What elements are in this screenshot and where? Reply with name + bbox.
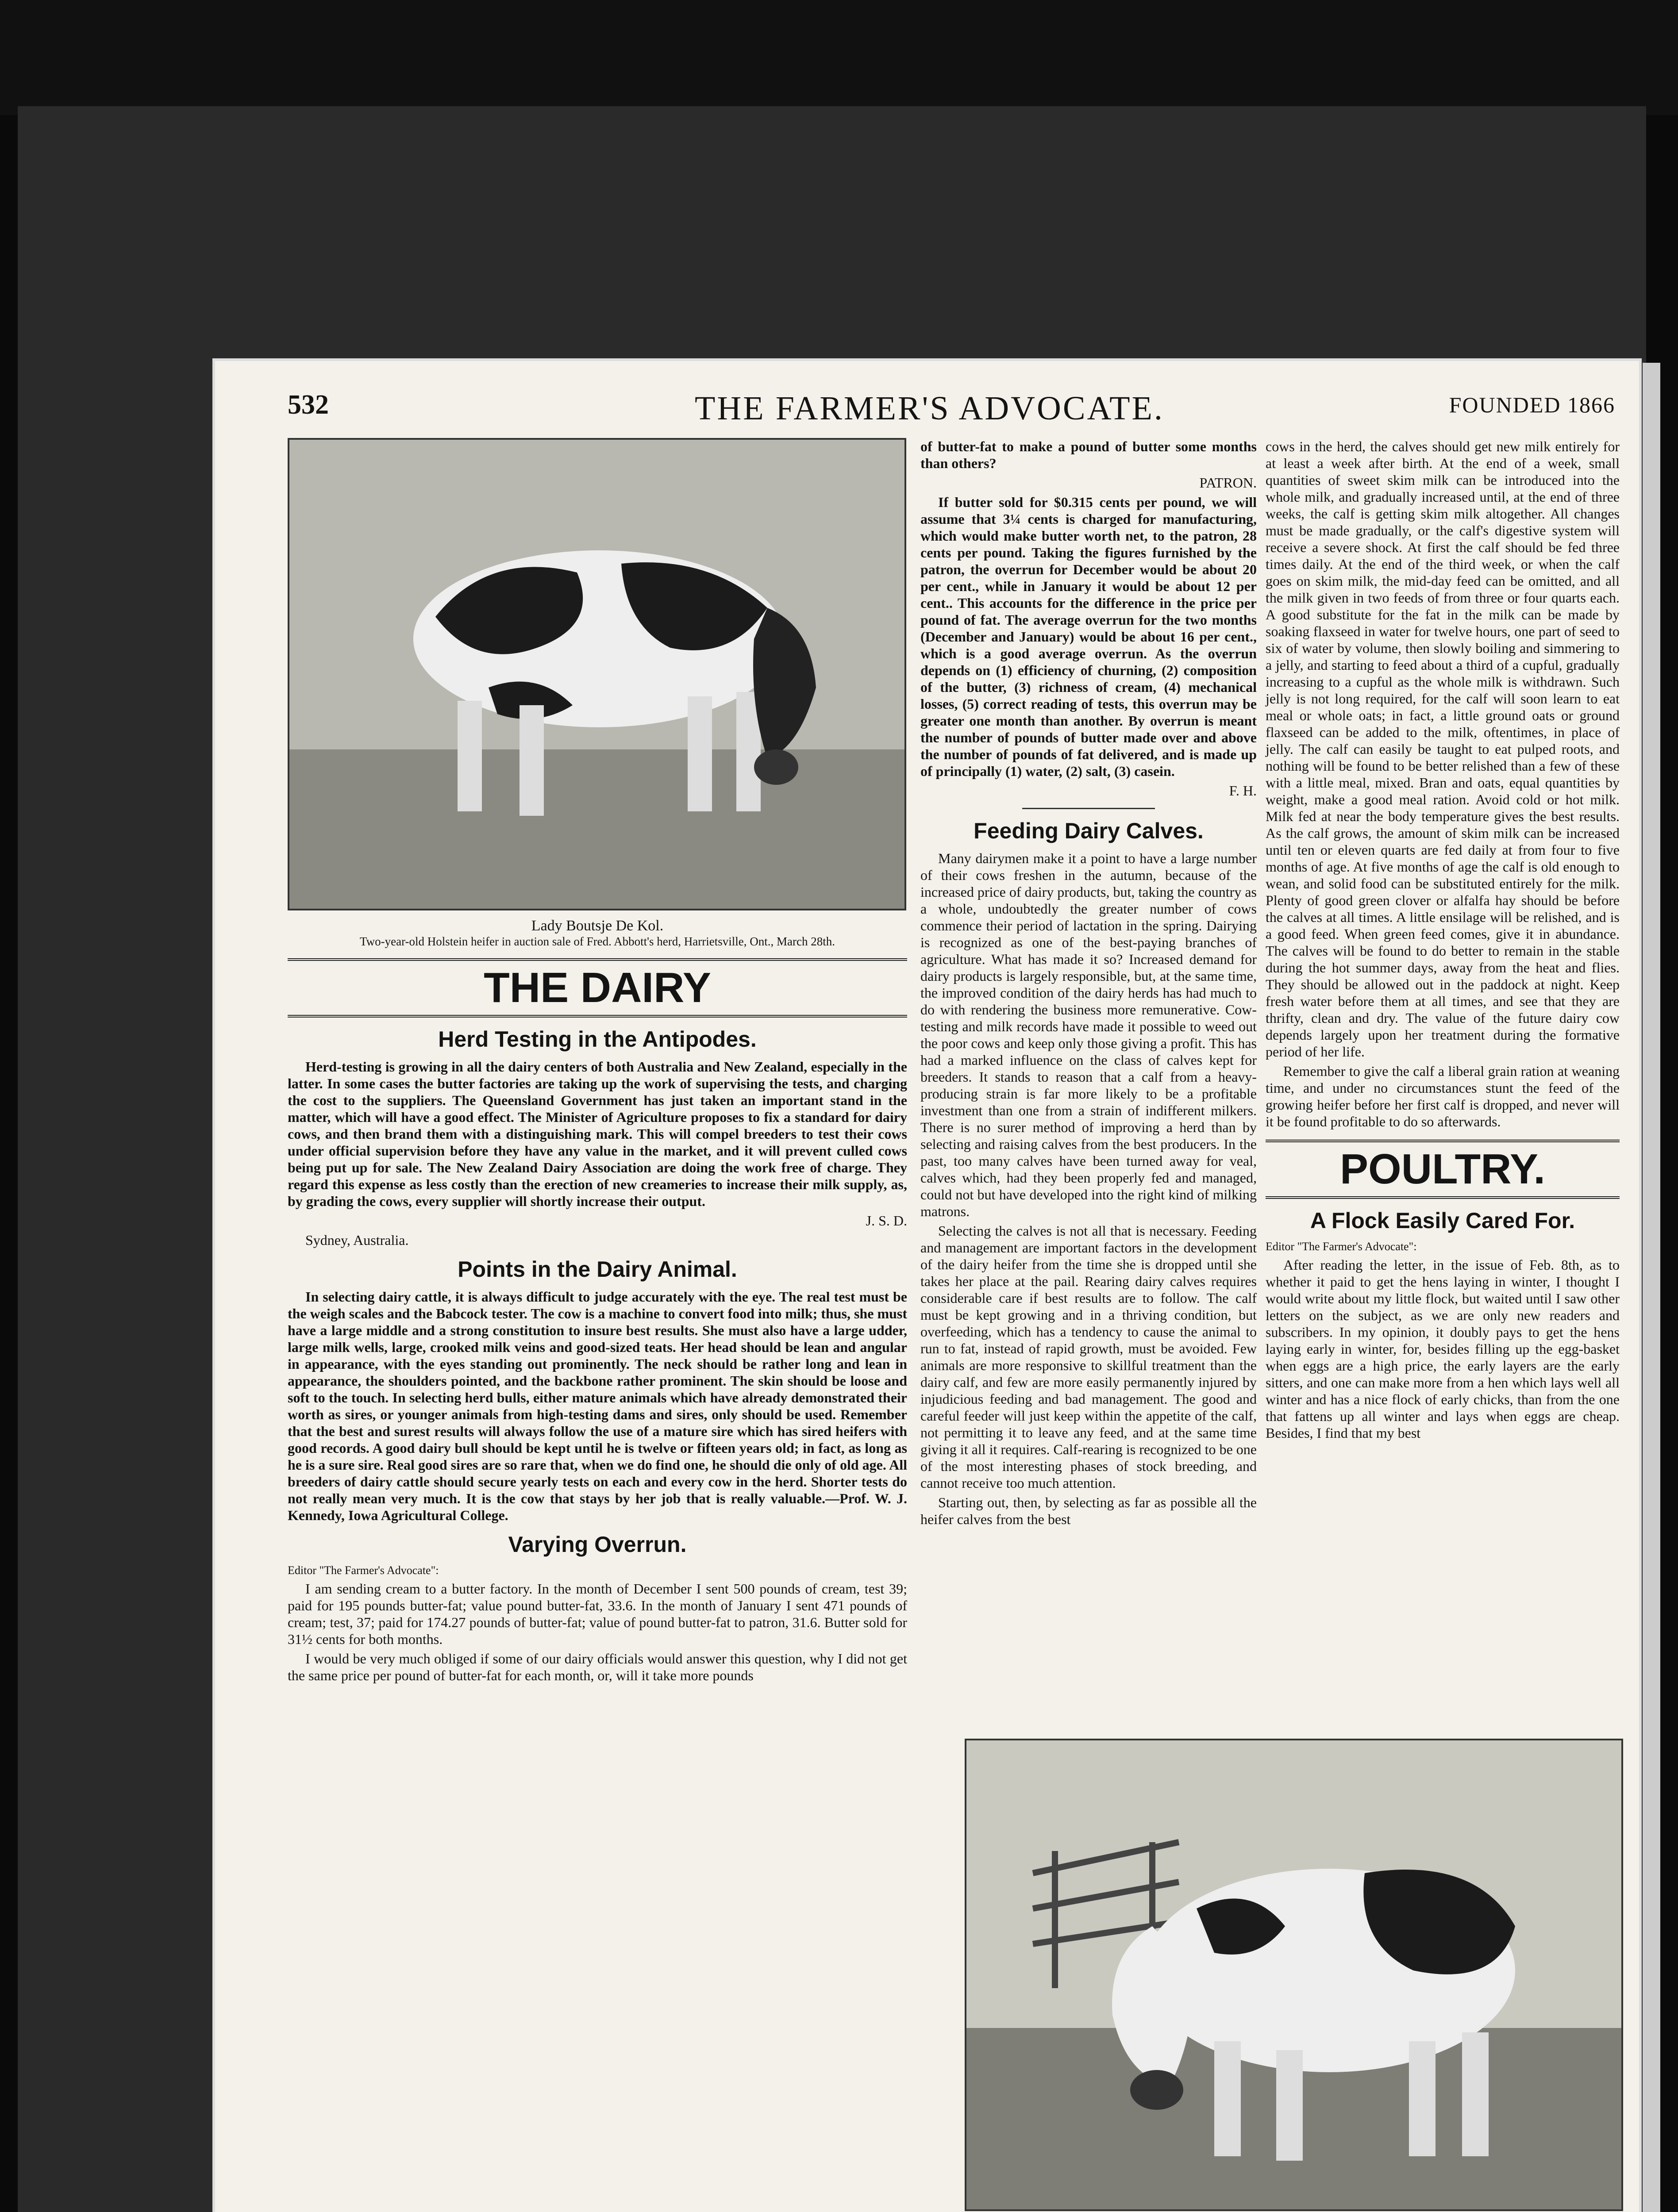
points-body: In selecting dairy cattle, it is always difficult to judge accurately with the eye. The real test must be the weigh scales and the Babcock tester. The cow is a machine to convert food into milk; thus, she must have a large middle and a strong constitution to insure best results. She must also have a large udder, large milk wells, large, crooked milk veins and good-sized teats. Her head should be lean and angular in appearance, with the eyes standing out prominently. The neck should be rather long and lean in appearance, the shoulders pointed, and the backbone rather prominent. The skin should be loose and soft to the touch. In selecting herd bulls, either mature animals which have already demonstrated their worth as sires, or younger animals from high-testing dams and sires, only should be used. Remember that the best and surest results will always follow the use of a mature sire which has sired heifers with good records. A good dairy bull should be kept until he is twelve or fifteen years old; in fact, as long as he is a sure sire. Real good sires are so rare that, when we do find one, he should die only of old age. All breeders of dairy cattle should secure yearly tests on each and every cow in the herd. Shorter tests do not really mean very much. It is the cow that stays by her job that is really valuable.—Prof. W. J. Kennedy, Iowa Agricultural College. [288, 1289, 907, 1523]
varying-editor: Editor "The Farmer's Advocate": [288, 1564, 439, 1577]
overrun-answer-signature: F. H. [1229, 783, 1257, 799]
flock-body: After reading the letter, in the issue of Feb. 8th, as to whether it paid to get the hens laying in winter, I thought I would write about my little flock, but waited until I saw other letters on the subject, as we are only new readers and subscribers. In my opinion, it doubly pays to get the hens laying early in winter, for, besides filling up the egg-basket when eggs are a high price, the early layers are the early sitters, and one can make more from a hen which lays well all winter and has a nice flock of early chicks, than from the one that fattens up all winter and lays when eggs are cheap. Besides, I find that my best [1266, 1257, 1620, 1441]
feeding-col3-p1: cows in the herd, the calves should get new milk entirely for at least a week after birth. At the end of a week, small quantities of sweet skim milk can be introduced into the whole milk, and gradually increased until, at the end of three weeks, the calf is getting skim milk altogether. All changes must be made gradually, or the calf's digestive system will receive a severe shock. At first the calf should be fed three times daily. At the end of the third week, or when the calf goes on skim milk, the mid-day feed can be omitted, and all the milk given in two feeds of from three or four quarts each. A good substitute for the fat in the milk can be made by soaking flaxseed in water for twelve hours, one part of seed to six of water by volume, then slowly boiling and simmering to a jelly, and starting to feed about a third of a cupful, gradually increasing to a cupful as the whole milk is withdrawn. Such jelly is not long required, for the calf will soon learn to eat meal or whole oats; in fact, a little ground oats or ground flaxseed can be added to the milk, oftentimes, in place of jelly. The calf can easily be taught to eat pulped roots, and nothing will be found to be better relished than a few of these with a little meal, mixed. Bran and oats, equal quantities by weight, make a good meal ration. Avoid cold or hot milk. Milk fed at near the body temperature gives the best results. As the calf grows, the amount of skim milk can be increased until ten or eleven quarts are fed daily at from four to five months of age. At five months of age the calf is old enough to wean, and solid food can be substituted entirely for the milk. Plenty of good green clover or alfalfa hay should be before the calves at all times. A little ensilage will be relished, and is a good feed. When green feed comes, give it in abundance. The calves will be found to do better to remain in the stable during the hot summer days, away from the heat and flies. They should be allowed out in the paddock at night. Keep fresh water before them at all times, and see that they are thrifty, clean and dry. The value of the future dairy cow depends largely upon her treatment during the formative period of her life. [1266, 438, 1620, 1060]
flock-title: A Flock Easily Cared For. [1310, 1208, 1575, 1233]
cow1-title: Lady Boutsje De Kol. [531, 918, 664, 934]
points-title: Points in the Dairy Animal. [458, 1257, 737, 1282]
page-edge [1643, 363, 1660, 2212]
cow-photo-1 [288, 438, 906, 910]
herd-testing-place: Sydney, Australia. [305, 1232, 409, 1248]
herd-testing-title: Herd Testing in the Antipodes. [438, 1027, 757, 1052]
herd-testing-body: Herd-testing is growing in all the dairy centers of both Australia and New Zealand, especially in the latter. In some cases the butter factories are taking up the work of supervising the tests, and charging the cost to the suppliers. The Queensland Government has just taken an important stand in the matter, which will have a good effect. The Minister of Agriculture proposes to fix a standard for dairy cows, and then brand them with a distinguishing mark. This will compel breeders to test their cows under official supervision before they have any value in the market, and it will prevent culled cows being put up for sale. The New Zealand Dairy Association are doing the work free of charge. They regard this expense as less costly than the erection of new creameries to increase their milk supply, as, by grading the cows, every supplier will shortly increase their output. [288, 1059, 907, 1209]
column-left [288, 438, 907, 1686]
page-header [288, 389, 1615, 429]
founded-label: FOUNDED 1866 [1449, 392, 1615, 417]
herd-testing-signature: J. S. D. [866, 1213, 907, 1229]
section-dairy: THE DAIRY [288, 958, 907, 1018]
divider-rule [1022, 808, 1155, 809]
cow1-caption: Two-year-old Holstein heifer in auction sale of Fred. Abbott's herd, Harrietsville, Ont., March 28th. [360, 935, 835, 948]
page-number: 532 [288, 390, 329, 420]
cow-illustration-1 [289, 440, 904, 909]
newspaper-page [212, 358, 1642, 2212]
section-poultry: POULTRY. [1266, 1140, 1620, 1199]
feeding-p2: Selecting the calves is not all that is necessary. Feeding and management are important factors in the development of the dairy heifer from the time she is dropped until she takes her place at the pail. Rearing dairy calves requires considerable care if best results are to follow. The calf must be kept growing and in a thriving condition, but overfeeding, which has a tendency to cause the animal to run to fat, instead of rapid growth, must be avoided. Few animals are more responsive to skillful treatment than the dairy calf, and few are more easily permanently injured by injudicious feeding and bad management. The good and careful feeder will just keep within the appetite of the calf, not permitting it to leave any feed, and at the same time giving it all it requires. Calf-rearing is recognized to be one of the most interesting phases of stock breeding, and cannot receive too much attention. [920, 1223, 1257, 1491]
cow-photo-2 [965, 1739, 1623, 2211]
cow-illustration-2 [966, 1740, 1621, 2209]
feeding-p1: Many dairymen make it a point to have a large number of their cows freshen in the autumn, because of the increased price of dairy products, but, taking the country as a whole, undoubtedly the greater number of cows commence their period of lactation in the spring. Dairying is recognized as one of the best-paying branches of agriculture. What has made it so? Increased demand for dairy products is largely responsible, but, at the same time, the improved condition of the dairy herds has had much to do with rendering the business more remunerative. Cow-testing and milk records have made it possible to weed out the poor cows and keep only those giving a profit. This has had a marked influence on the class of calves kept for breeders. It stands to reason that a calf from a heavy-producing strain is far more likely to be a profitable investment than one from a strain of indifferent milkers. There is no surer method of improving a herd than by selecting and raising calves from the best producers. In the past, too many calves have been turned away for veal, calves which, had they been properly fed and managed, could not but have developed into the right kind of milking matrons. [920, 850, 1257, 1219]
varying-p1: I am sending cream to a butter factory. In the month of December I sent 500 pounds of cream, test 39; paid for 195 pounds butter-fat; value pound butter-fat, 33.6. In the month of January I sent 471 pounds of cream; test, 37; paid for 174.27 pounds of butter-fat; value of pound butter-fat to patron, 31.6. Butter sold for 31½ cents for both months. [288, 1581, 907, 1647]
varying-p2: I would be very much obliged if some of our dairy officials would answer this question, why I did not get the same price per pound of butter-fat for each month, or, will it take more pounds [288, 1651, 907, 1683]
feeding-col3-p2: Remember to give the calf a liberal grain ration at weaning time, and under no circumstances stunt the feed of the growing heifer before her first calf is dropped, and never will it be found profitable to do so afterwards. [1266, 1063, 1620, 1129]
feeding-title: Feeding Dairy Calves. [974, 818, 1204, 843]
overrun-answer: If butter sold for $0.315 cents per pound, we will assume that 3¼ cents is charged for manufacturing, which would make butter worth net, to the patron, 28 cents per pound. Taking the figures furnished by the patron, the overrun for December would be about 20 per cent., while in January it would be about 12 per cent.. This accounts for the difference in the price per pound of fat. The average overrun for the two months (December and January) would be about 16 per cent., which is a good average overrun. As the overrun depends on (1) efficiency of churning, (2) composition of the butter, (3) richness of cream, (4) mechanical losses, (5) correct reading of tests, this overrun may be greater one month than another. By overrun is meant the number of pounds of butter made over and above the number of pounds of fat delivered, and is made up of principally (1) water, (2) salt, (3) casein. [920, 494, 1257, 779]
column-middle [920, 438, 1257, 1530]
scan-border-top [0, 0, 1678, 115]
flock-editor: Editor "The Farmer's Advocate": [1266, 1240, 1417, 1253]
overrun-signature: PATRON. [1199, 475, 1257, 491]
masthead: THE FARMER'S ADVOCATE. [695, 390, 1164, 427]
overrun-question: of butter-fat to make a pound of butter some months than others? [920, 438, 1257, 471]
column-right [1266, 438, 1620, 1444]
feeding-p3: Starting out, then, by selecting as far as possible all the heifer calves from the best [920, 1494, 1257, 1527]
varying-title: Varying Overrun. [508, 1532, 687, 1557]
